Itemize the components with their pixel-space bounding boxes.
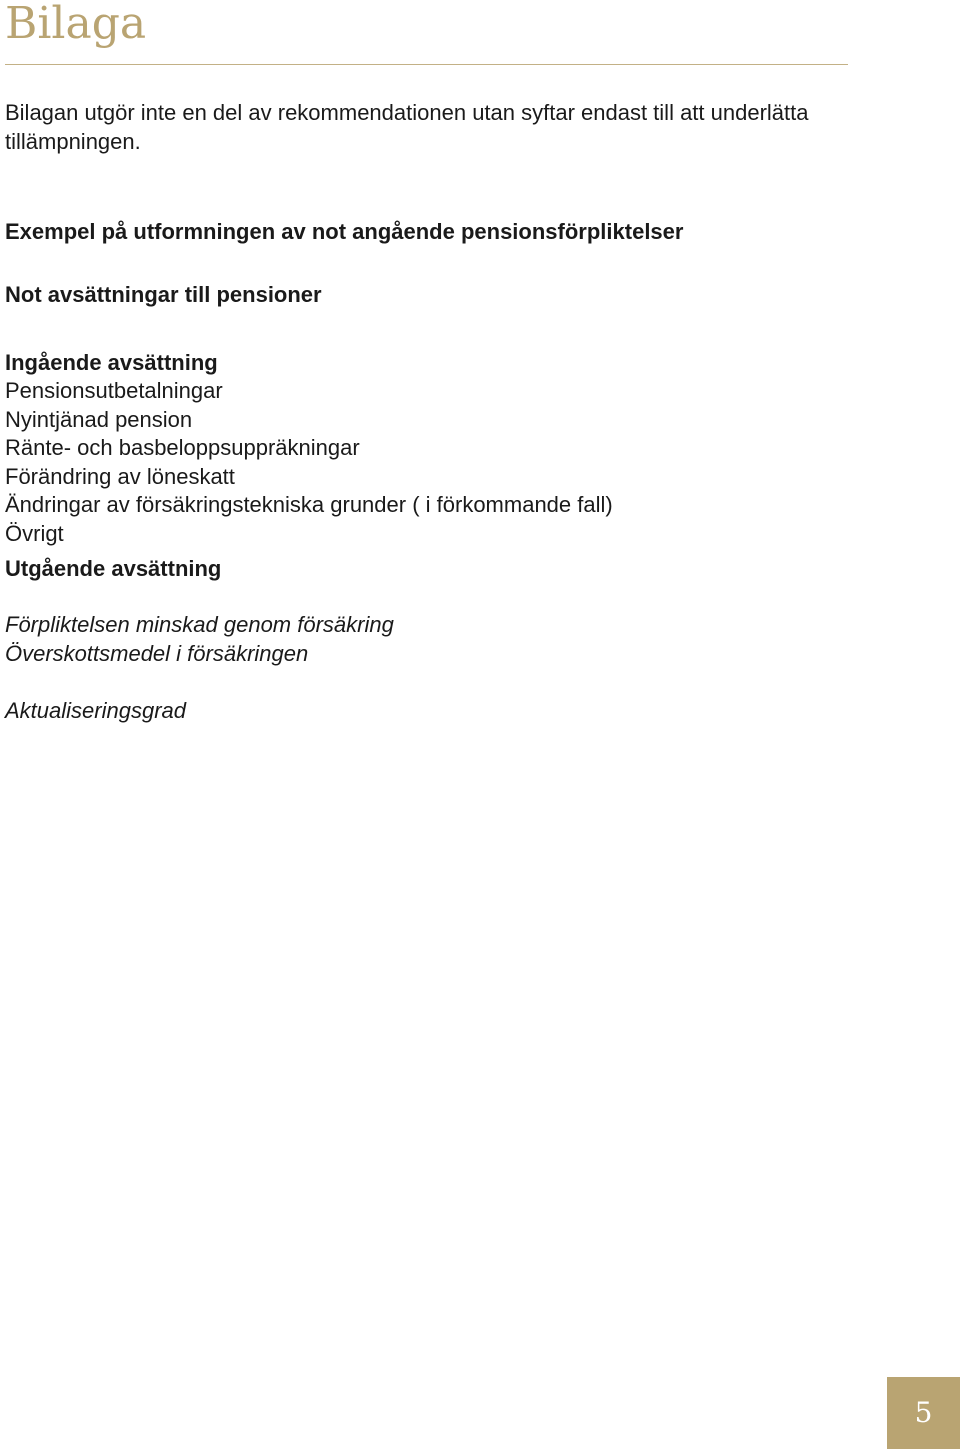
title-divider	[5, 64, 848, 65]
page-number-box	[887, 1377, 960, 1449]
row-interest-indexation: Ränte- och basbeloppsuppräkningar	[5, 435, 360, 460]
example-heading: Exempel på utformningen av not angående pensionsförpliktelser	[5, 219, 684, 244]
italic-row-insurance-reduction: Förpliktelsen minskad genom försäkring	[5, 612, 394, 637]
opening-balance-label: Ingående avsättning	[5, 350, 218, 375]
row-actuarial-changes: Ändringar av försäkringstekniska grunder ( i förkommande fall)	[5, 492, 613, 517]
intro-paragraph: Bilagan utgör inte en del av rekommendationen utan syftar endast till att underlätta tillämpningen.	[5, 100, 809, 154]
discount-rate-label: Aktualiseringsgrad	[5, 698, 186, 723]
page-title: Bilaga	[5, 0, 147, 49]
row-payroll-tax-change: Förändring av löneskatt	[5, 464, 235, 489]
row-other: Övrigt	[5, 521, 64, 546]
italic-row-surplus-funds: Överskottsmedel i försäkringen	[5, 641, 309, 666]
closing-balance-label: Utgående avsättning	[5, 556, 222, 581]
row-pension-payments: Pensionsutbetalningar	[5, 378, 223, 403]
note-title: Not avsättningar till pensioner	[5, 282, 322, 307]
page-number: 5	[914, 1396, 933, 1429]
row-new-earned-pension: Nyintjänad pension	[5, 407, 193, 432]
